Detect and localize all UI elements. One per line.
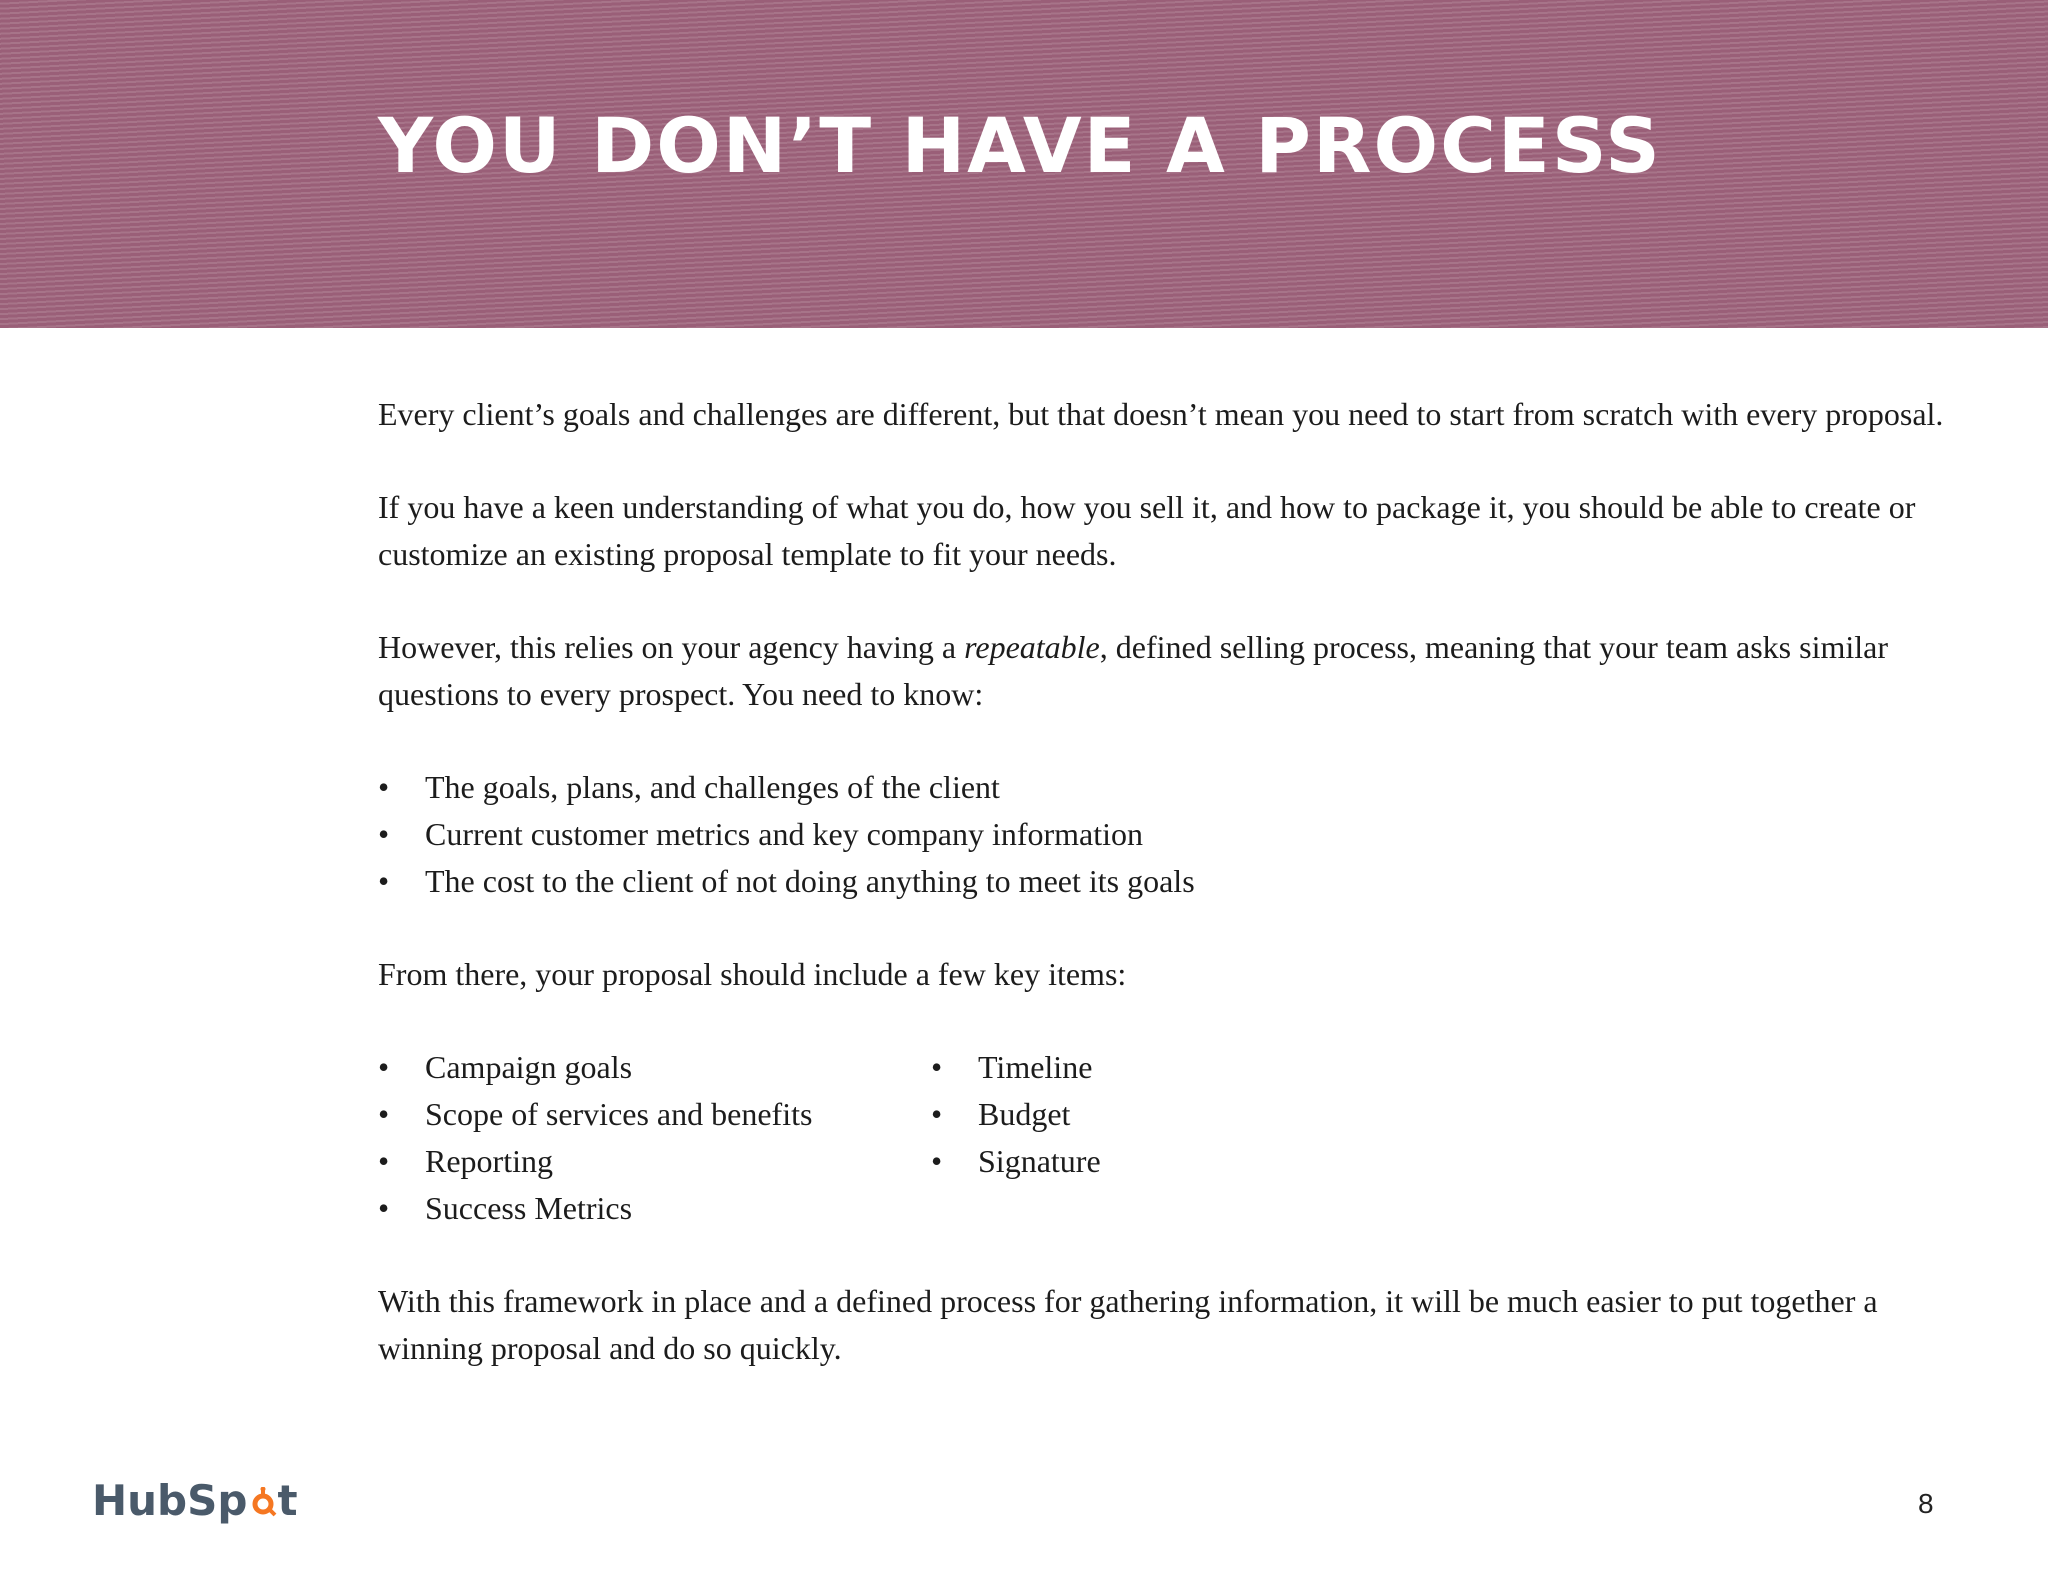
key-items-right xyxy=(931,1044,1101,1232)
list-item: • Current customer metrics and key company information xyxy=(378,811,1978,858)
list-item: • Campaign goals xyxy=(378,1044,931,1091)
list-item: • Success Metrics xyxy=(378,1185,931,1232)
list-item: • Timeline xyxy=(931,1044,1101,1091)
header-banner xyxy=(0,0,2048,328)
list-item: • Reporting xyxy=(378,1138,931,1185)
list-item: • The cost to the client of not doing anything to meet its goals xyxy=(378,858,1978,905)
list-item: • Scope of services and benefits xyxy=(378,1091,931,1138)
paragraph-key-items: From there, your proposal should include a few key items: xyxy=(378,956,1127,992)
page-number: 8 xyxy=(1918,1488,1934,1519)
paragraph-understanding: If you have a keen understanding of what you do, how you sell it, and how to package it, you should be able to create or customize an existing proposal template to fit your needs. xyxy=(378,489,1916,572)
paragraph-conclusion: With this framework in place and a defined process for gathering information, it will be much easier to put together a winning proposal and do so quickly. xyxy=(378,1283,1878,1366)
paragraph-process xyxy=(378,624,1978,718)
emphasis-repeatable: repeatable xyxy=(964,629,1100,665)
logo-text-end: t xyxy=(277,1476,298,1525)
page-title: YOU DON’T HAVE A PROCESS xyxy=(378,101,1662,190)
sprocket-icon xyxy=(248,1482,276,1510)
key-items-left xyxy=(378,1044,931,1232)
list-item: • Budget xyxy=(931,1091,1101,1138)
paragraph-intro: Every client’s goals and challenges are different, but that doesn’t mean you need to start from scratch with every proposal. xyxy=(378,396,1944,432)
list-item: • The goals, plans, and challenges of the client xyxy=(378,764,1978,811)
body-content xyxy=(378,391,1978,1372)
paragraph-process-end: , defined selling process, meaning that your team asks similar questions to every prospect. You need to know: xyxy=(378,629,1888,712)
list-item: • Signature xyxy=(931,1138,1101,1185)
hubspot-logo xyxy=(92,1476,298,1525)
paragraph-process-start: However, this relies on your agency having a xyxy=(378,629,965,665)
key-items-columns xyxy=(378,1044,1978,1232)
logo-text-start: HubSp xyxy=(92,1476,248,1525)
know-list xyxy=(378,764,1978,905)
